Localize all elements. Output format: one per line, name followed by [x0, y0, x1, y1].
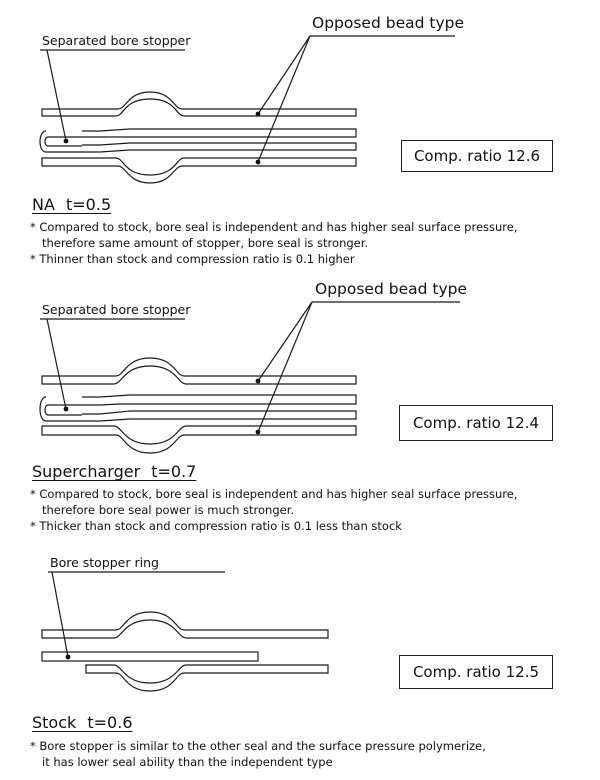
compression-ratio-box: Comp. ratio 12.4 — [399, 405, 553, 441]
gasket-diagram-supercharger — [0, 275, 600, 450]
top-plate — [42, 92, 356, 116]
separated-bore-stopper-label: Separated bore stopper — [42, 33, 191, 48]
bottom-plate — [42, 426, 356, 453]
bead-leader-bottom — [258, 302, 312, 432]
callout-leader — [47, 319, 66, 409]
note-item: * Thinner than stock and compression ratio is 0.1 higher — [30, 252, 355, 266]
middle-plate-bottom — [40, 131, 356, 152]
compression-ratio-box: Comp. ratio 12.5 — [399, 655, 553, 689]
bead-dot-bottom — [256, 430, 261, 435]
gasket-diagram-stock — [0, 545, 600, 705]
bead-dot-bottom — [256, 160, 261, 165]
bead-leader-top — [258, 36, 310, 114]
bore-stopper-ring — [42, 652, 258, 661]
stopper-fold — [45, 137, 82, 146]
stopper-fold — [45, 405, 82, 415]
note-item: * Bore stopper is similar to the other seal and the surface pressure polymerize, it has lower seal ability than the independent type — [30, 739, 486, 769]
section-title-supercharger: Supercharger t=0.7 — [32, 462, 197, 481]
bore-stopper-ring-label: Bore stopper ring — [50, 555, 159, 570]
note-item: * Thicker than stock and compression ratio is 0.1 less than stock — [30, 519, 402, 533]
section-title-stock: Stock t=0.6 — [32, 713, 133, 732]
middle-plate-top — [82, 129, 356, 137]
notes-na — [30, 219, 590, 267]
note-item: * Compared to stock, bore seal is independent and has higher seal surface pressure, therefore same amount of stopper, bore seal is stronger. — [30, 220, 518, 250]
section-title-na: NA t=0.5 — [32, 195, 112, 214]
bead-leader-top — [258, 302, 312, 381]
opposed-bead-type-label: Opposed bead type — [315, 280, 468, 298]
middle-plate-top — [82, 395, 356, 405]
gasket-diagram-na — [0, 0, 600, 190]
top-plate — [42, 358, 356, 384]
bottom-plate — [42, 158, 356, 183]
notes-supercharger — [30, 486, 590, 534]
middle-plate-bottom — [40, 397, 356, 421]
bottom-plate — [86, 665, 328, 691]
callout-dot — [64, 139, 69, 144]
top-plate — [42, 612, 328, 638]
separated-bore-stopper-label: Separated bore stopper — [42, 302, 191, 317]
note-item: * Compared to stock, bore seal is independent and has higher seal surface pressure, therefore bore seal power is much stronger. — [30, 487, 518, 517]
bead-dot-top — [256, 379, 261, 384]
opposed-bead-type-label: Opposed bead type — [312, 14, 465, 32]
notes-stock — [30, 738, 590, 770]
callout-dot — [64, 407, 69, 412]
callout-leader — [47, 50, 66, 141]
callout-leader — [52, 572, 68, 657]
compression-ratio-box: Comp. ratio 12.6 — [401, 140, 553, 172]
callout-dot — [66, 655, 71, 660]
